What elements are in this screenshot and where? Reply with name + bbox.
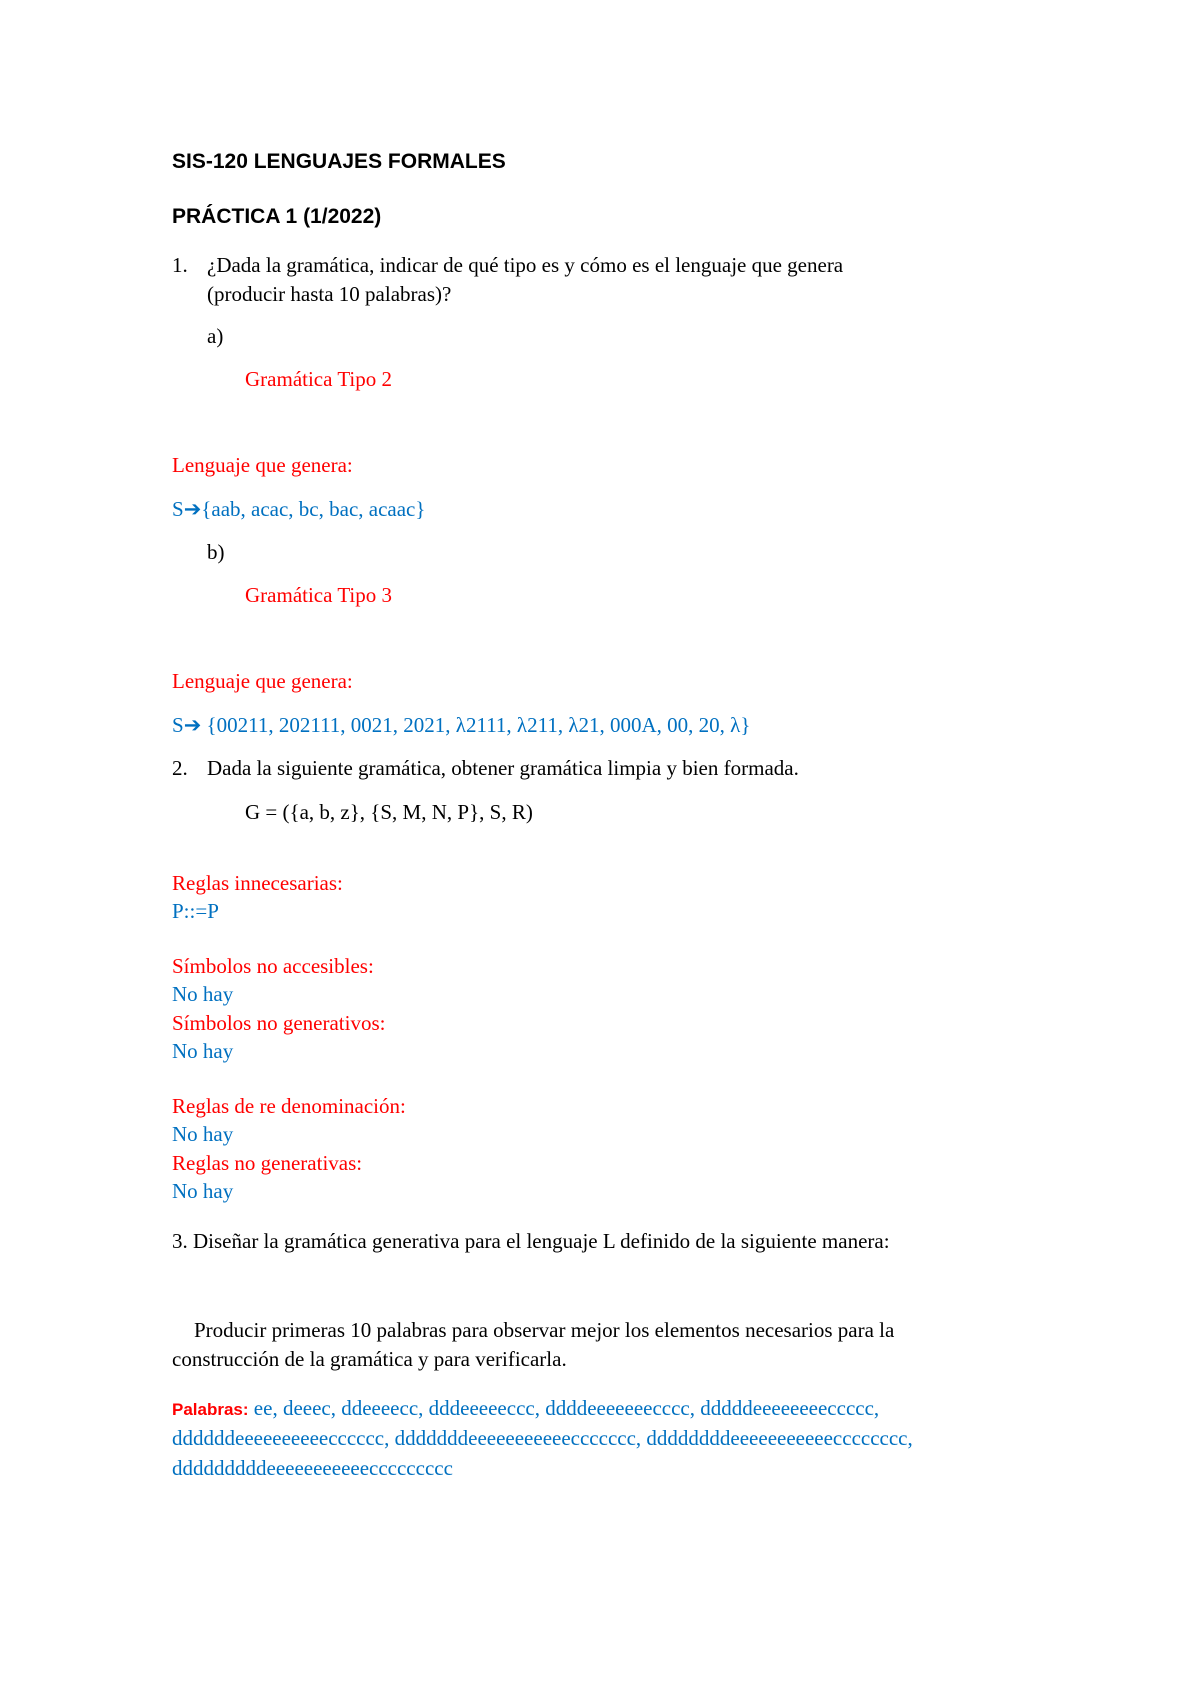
q3-produce-line1: Producir primeras 10 palabras para observar mejor los elementos necesarios para la <box>194 1318 895 1342</box>
simbolos-no-generativos-label: Símbolos no generativos: <box>172 1011 386 1035</box>
q1b-label: b) <box>207 540 225 564</box>
q1a-language-label: Lenguaje que genera: <box>172 453 353 477</box>
q1-number: 1. <box>172 253 188 277</box>
reglas-innecesarias-value: P::=P <box>172 899 219 923</box>
q3-produce-line2: construcción de la gramática y para verificarla. <box>172 1347 567 1371</box>
q1a-label: a) <box>207 324 224 348</box>
q2-number: 2. <box>172 756 188 780</box>
q1-text-line1: ¿Dada la gramática, indicar de qué tipo es y cómo es el lenguaje que genera <box>207 253 844 277</box>
reglas-innecesarias-label: Reglas innecesarias: <box>172 871 343 895</box>
q2-text: Dada la siguiente gramática, obtener gramática limpia y bien formada. <box>207 756 799 780</box>
q1b-language <box>172 712 750 738</box>
palabras-line1-text: ee, deeec, ddeeeecc, dddeeeeeccc, ddddeeeeeeecccc, dddddeeeeeeeeccccc, <box>248 1396 880 1420</box>
arrow-icon: ➔ <box>183 497 202 521</box>
palabras-line1 <box>172 1395 879 1423</box>
document-title: SIS-120 LENGUAJES FORMALES <box>172 150 506 173</box>
q1a-grammar-type: Gramática Tipo 2 <box>245 367 392 391</box>
palabras-line3: dddddddddeeeeeeeeeeeccccccccc <box>172 1456 453 1480</box>
reglas-re-denominacion-value: No hay <box>172 1122 234 1146</box>
simbolos-no-accesibles-value: No hay <box>172 982 234 1006</box>
arrow-icon: ➔ <box>183 713 202 737</box>
q1b-language-words: {00211, 202111, 0021, 2021, λ2111, λ211, λ21, 000A, 00, 20, λ} <box>201 713 751 737</box>
reglas-no-generativas-label: Reglas no generativas: <box>172 1151 363 1175</box>
simbolos-no-accesibles-label: Símbolos no accesibles: <box>172 954 374 978</box>
palabras-label: Palabras: <box>172 1400 249 1419</box>
q1-text-line2: (producir hasta 10 palabras)? <box>207 282 452 306</box>
document-subtitle: PRÁCTICA 1 (1/2022) <box>172 205 382 228</box>
q1a-language <box>172 496 425 522</box>
q1b-language-prefix: S <box>172 713 184 737</box>
q3-text: 3. Diseñar la gramática generativa para el lenguaje L definido de la siguiente manera: <box>172 1229 890 1253</box>
palabras-line2: ddddddeeeeeeeeeecccccc, dddddddeeeeeeeeeeeccccccc, ddddddddeeeeeeeeeeecccccccc, <box>172 1426 913 1450</box>
reglas-re-denominacion-label: Reglas de re denominación: <box>172 1094 406 1118</box>
q1a-language-prefix: S <box>172 497 184 521</box>
q1a-language-words: {aab, acac, bc, bac, acaac} <box>201 497 426 521</box>
q2-grammar: G = ({a, b, z}, {S, M, N, P}, S, R) <box>245 800 533 824</box>
simbolos-no-generativos-value: No hay <box>172 1039 234 1063</box>
reglas-no-generativas-value: No hay <box>172 1179 234 1203</box>
q1b-grammar-type: Gramática Tipo 3 <box>245 583 392 607</box>
q1b-language-label: Lenguaje que genera: <box>172 669 353 693</box>
